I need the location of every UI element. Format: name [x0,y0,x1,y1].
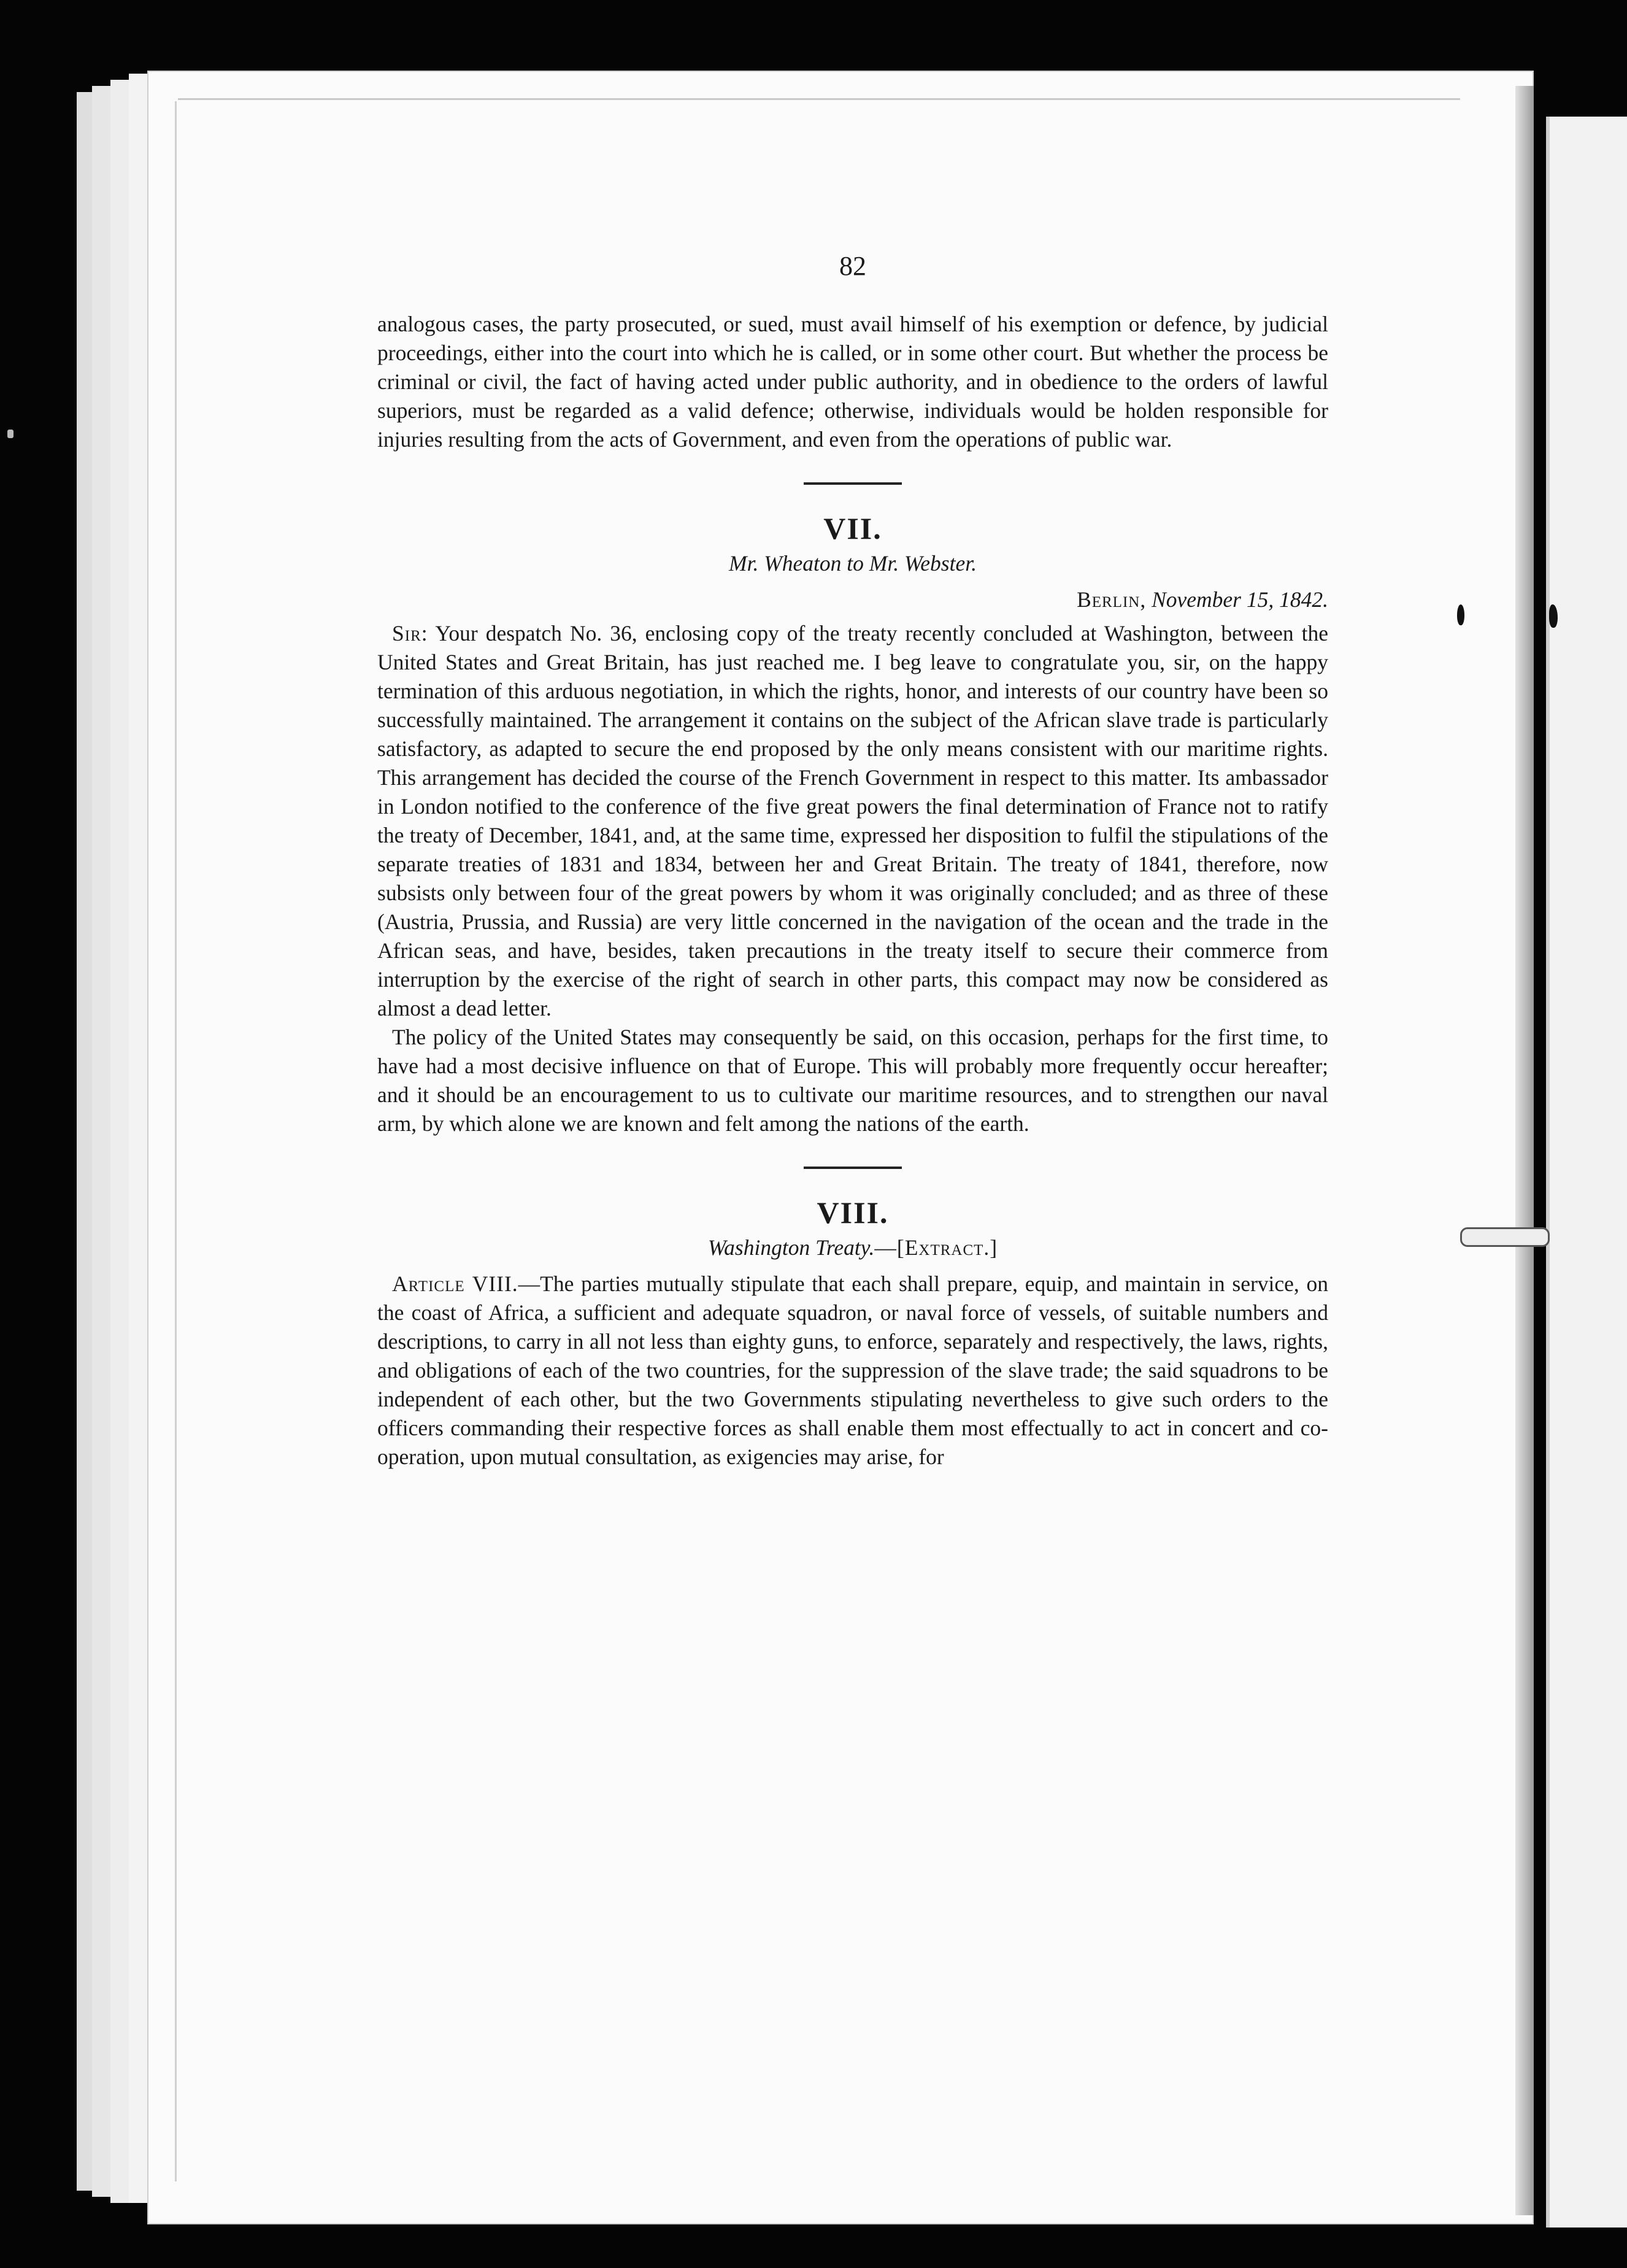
page-text [377,252,1328,1472]
salutation: Sir: [392,621,428,646]
dateline-place: Berlin, [1077,587,1147,612]
letter-paragraph [377,619,1328,1023]
section-numeral: VIII. [817,1195,889,1230]
article-paragraph-text: —The parties mutually stipulate that each shall prepare, equip, and maintain in service, on the coast of Africa, a sufficient and adequate squadron, or naval force of vessels, of suitable numbers and descriptions, to carry in all not less than eighty guns, to enforce, separately and respectively, the laws, rights, and obligations of each of the two countries, for the suppression of the slave trade; the said squadrons to be independent of each other, but the two Governments stipulating nevertheless to give such orders to the officers commanding their respective forces as shall enable them most effectually to act in concert and co-operation, upon mutual consultation, as exigencies may arise, for [377,1271,1328,1469]
next-page-sliver [1546,117,1627,2228]
dateline-date: November 15, 1842. [1152,587,1328,612]
section-heading-suffix: —[Extract.] [874,1235,998,1260]
page-number: 82 [839,251,866,281]
dateline [377,585,1328,614]
page-border-top [178,98,1460,100]
section-heading-title: Washington Treaty. [707,1235,875,1260]
section-numeral: VII. [823,511,882,546]
paper-clip [1460,1227,1550,1247]
scan-speck [7,430,13,438]
section-heading: Mr. Wheaton to Mr. Webster. [729,551,977,576]
continuation-paragraph: analogous cases, the party prosecuted, or sued, must avail himself of his exemption or defence, by judicial proceedings, either into the court into which he is called, or in some other court. But whether the process be criminal or civil, the fact of having acted under public authority, and in obedience to the orders of lawful superiors, must be regarded as a valid defence; otherwise, individuals would be holden responsible for injuries resulting from the acts of Government, and even from the operations of public war. [377,312,1328,452]
letter-paragraph-text: Your despatch No. 36, enclosing copy of the treaty recently concluded at Washington, between the United States and Great Britain, has just reached me. I beg leave to congratulate you, sir, on the happy termination of this arduous negotiation, in which the rights, honor, and interests of our country have been so successfully maintained. The arrangement it contains on the subject of the African slave trade is particularly satisfactory, as adapted to secure the end proposed by the only means consistent with our maritime rights. This arrangement has decided the course of the French Government in respect to this matter. Its ambassador in London notified to the conference of the five great powers the final determination of France not to ratify the treaty of December, 1841, and, at the same time, expressed her disposition to fulfil the stipulations of the separate treaties of 1831 and 1834, between her and Great Britain. The treaty of 1841, therefore, now subsists only between four of the great powers by whom it was originally concluded; and as three of these (Austria, Prussia, and Russia) are very little concerned in the navigation of the ocean and the trade in the African seas, and have, besides, taken precautions in the treaty itself to secure their commerce from interruption by the exercise of the right of search in other parts, this compact may now be considered as almost a dead letter. [377,621,1328,1020]
section-divider [804,1167,902,1169]
letter-paragraph: The policy of the United States may consequently be said, on this occasion, perhaps for the first time, to have had a most decisive influence on that of Europe. This will probably more frequently occur hereafter; and it should be an encouragement to us to cultivate our maritime resources, and to strengthen our naval arm, by which alone we are known and felt among the nations of the earth. [377,1025,1328,1136]
section-divider [804,482,902,485]
section-heading [377,1233,1328,1262]
binding-hole-mark [1457,604,1464,625]
article-label: Article VIII. [392,1271,518,1296]
article-paragraph [377,1270,1328,1472]
page-gutter-shadow [1515,86,1534,2215]
page-border-left [175,101,177,2181]
